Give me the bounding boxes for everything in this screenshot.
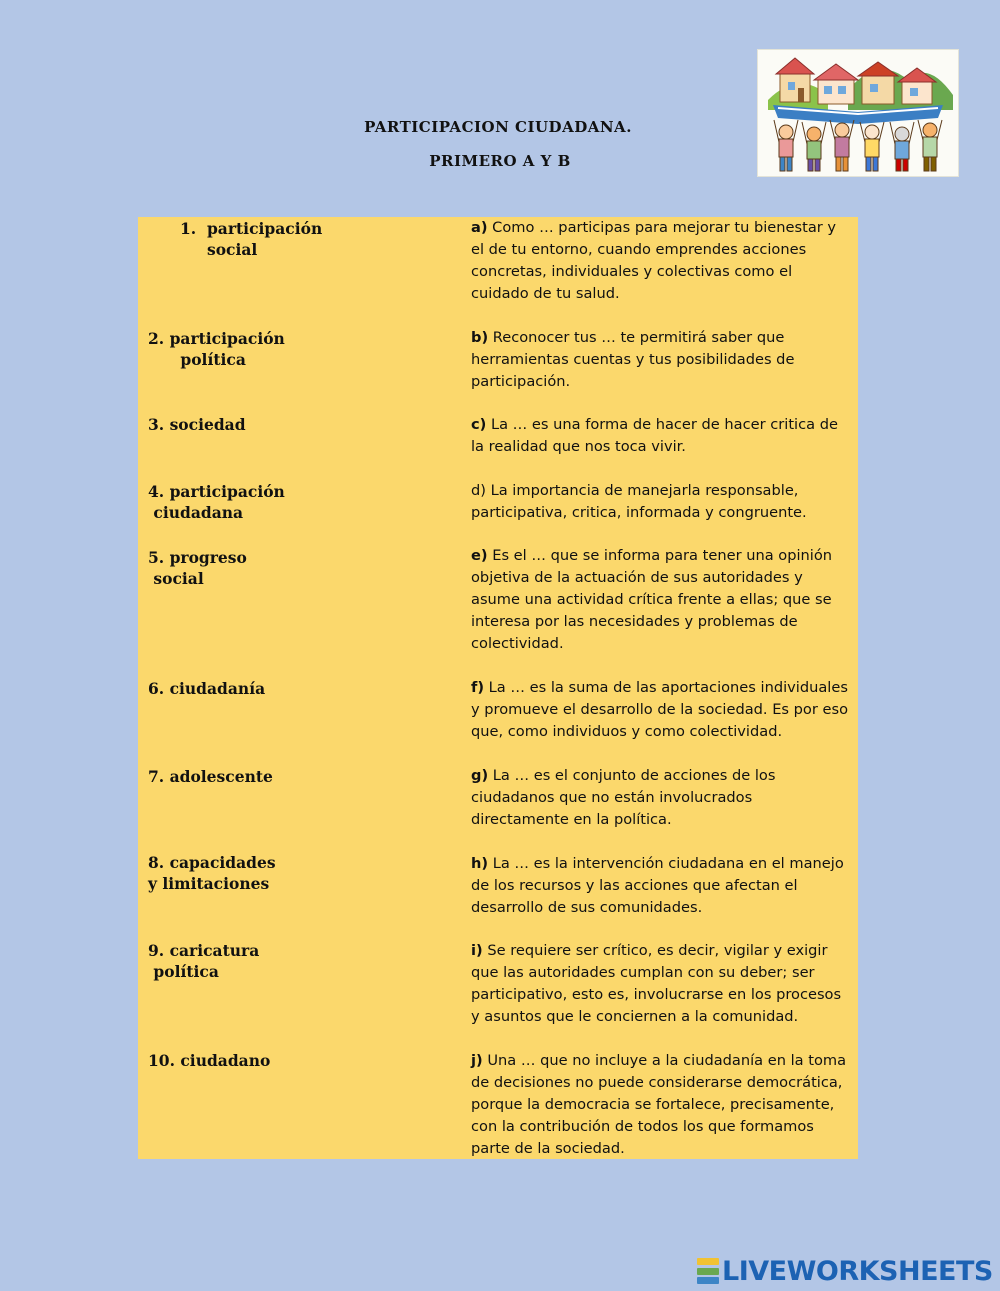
- page-title: PARTICIPACION CIUDADANA.: [364, 118, 632, 136]
- right-item-f: [471, 677, 853, 743]
- right-item-letter: g): [471, 767, 489, 784]
- right-item-j: [471, 1050, 853, 1160]
- right-item-text: La … es la intervención ciudadana en el manejo de los recursos y las acciones que afectan el desarrollo de sus comunidades.: [471, 855, 844, 916]
- right-item-d: [471, 480, 853, 524]
- left-item-4: 4. participación ciudadana: [148, 482, 285, 522]
- right-item-a: [471, 217, 853, 305]
- left-item-5: 5. progreso social: [148, 548, 247, 588]
- page-subtitle: PRIMERO A Y B: [429, 152, 571, 170]
- left-item-6: 6. ciudadanía: [148, 679, 266, 698]
- matching-exercise-panel: [138, 217, 858, 1159]
- left-item-7: 7. adolescente: [148, 767, 273, 786]
- right-item-letter: a): [471, 219, 488, 236]
- right-item-c: [471, 414, 853, 458]
- right-item-b: [471, 327, 853, 393]
- left-item-2: 2. participación política: [148, 329, 285, 369]
- left-item-3: 3. sociedad: [148, 415, 246, 434]
- right-item-text: La … es la suma de las aportaciones individuales y promueve el desarrollo de la sociedad. Es por eso que, como individuos y como colectividad.: [471, 679, 848, 740]
- right-item-letter: f): [471, 679, 485, 696]
- right-item-text: La … es el conjunto de acciones de los ciudadanos que no están involucrados directamente en la política.: [471, 767, 776, 828]
- right-item-text: d) La importancia de manejarla responsable, participativa, critica, informada y congruente.: [471, 482, 807, 521]
- live-badge-icon: [697, 1258, 719, 1284]
- right-item-text: Reconocer tus … te permitirá saber que herramientas cuentas y tus posibilidades de participación.: [471, 329, 795, 390]
- right-item-e: [471, 545, 853, 655]
- right-item-letter: e): [471, 547, 488, 564]
- right-item-letter: j): [471, 1052, 483, 1069]
- logo-text: LIVEWORKSHEETS: [722, 1255, 993, 1287]
- left-item-1: 1. participación social: [180, 219, 323, 259]
- right-item-letter: b): [471, 329, 489, 346]
- right-item-i: [471, 940, 853, 1028]
- right-item-text: Es el … que se informa para tener una opinión objetiva de la actuación de sus autoridades y asume una actividad crítica frente a ellas; que se interesa por las necesidades y problemas de colectividad.: [471, 547, 833, 652]
- left-item-9: 9. caricatura política: [148, 941, 260, 981]
- right-item-g: [471, 765, 853, 831]
- right-item-text: Como … participas para mejorar tu bienestar y el de tu entorno, cuando emprendes acciones concretas, individuales y colectivas como el cuidado de tu salud.: [471, 219, 837, 302]
- people-holding-houses-illustration: [757, 49, 959, 177]
- right-item-letter: h): [471, 855, 489, 872]
- right-item-text: Se requiere ser crítico, es decir, vigilar y exigir que las autoridades cumplan con su deber; ser participativo, esto es, involucrarse en los procesos y asuntos que le conciernen a la comunidad.: [471, 942, 842, 1025]
- right-item-h: [471, 853, 853, 919]
- right-item-text: Una … que no incluye a la ciudadanía en la toma de decisiones no puede considerarse democrática, porque la democracia se fortalece, precisamente, con la contribución de todos los que formamos parte de la sociedad.: [471, 1052, 847, 1157]
- right-item-text: La … es una forma de hacer de hacer critica de la realidad que nos toca vivir.: [471, 416, 838, 455]
- right-item-letter: c): [471, 416, 487, 433]
- right-item-letter: i): [471, 942, 483, 959]
- liveworksheets-logo[interactable]: [697, 1256, 993, 1286]
- left-item-10: 10. ciudadano: [148, 1051, 271, 1070]
- left-item-8: 8. capacidades y limitaciones: [148, 853, 276, 893]
